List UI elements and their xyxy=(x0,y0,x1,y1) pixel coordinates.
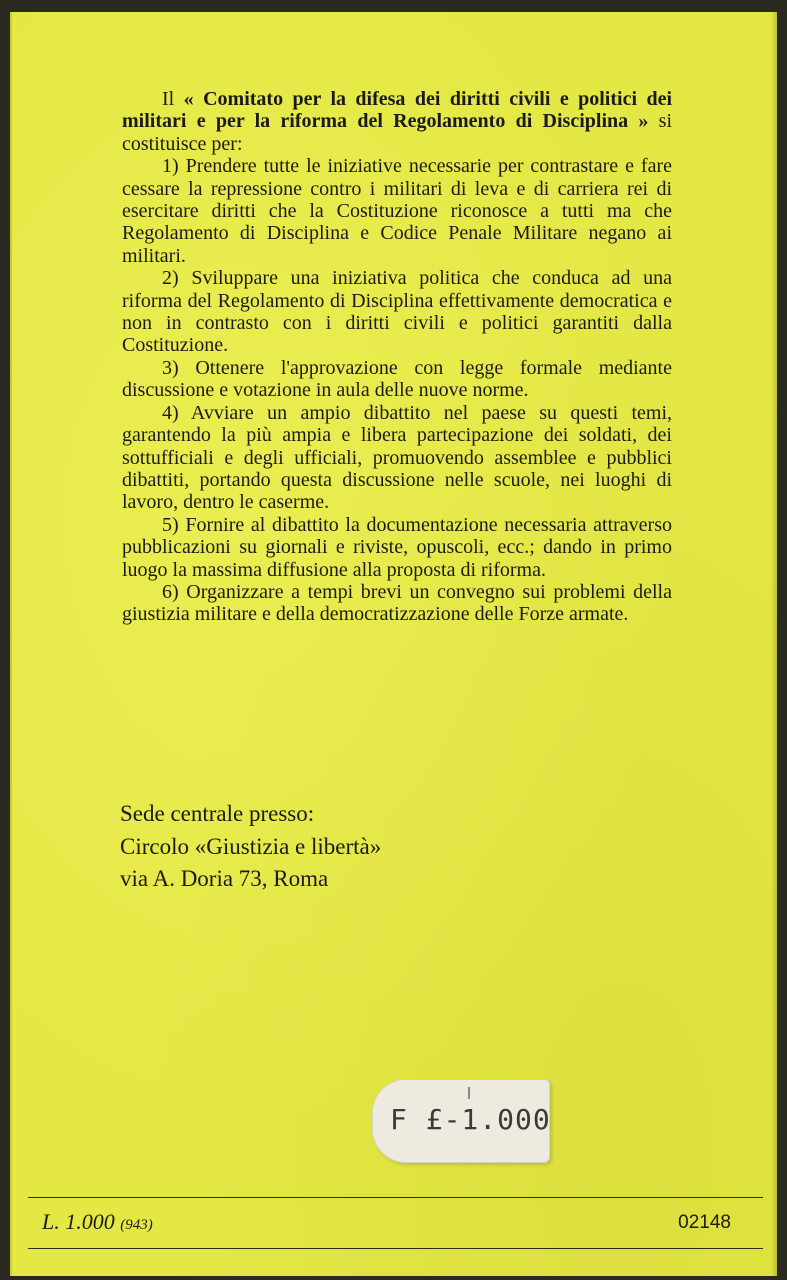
list-item: 3) Ottenere l'approvazione con legge formale mediante discussione e votazione in aula delle nuove norme. xyxy=(122,356,672,402)
list-item: 2) Sviluppare una iniziativa politica che conduca ad una riforma del Regolamento di Disciplina effettivamente democratica e non in contrasto con i diritti civili e politici garantiti dalla Costituzione. xyxy=(122,267,672,357)
sticker-price: F £-1.000 xyxy=(390,1103,551,1136)
list-item: 5) Fornire al dibattito la documentazione necessaria attraverso pubblicazioni su giornali e riviste, opuscoli, ecc.; dando in primo luogo la massima diffusione alla proposta di riforma. xyxy=(122,513,672,581)
intro-suffix: si costituisce per: xyxy=(122,110,672,155)
intro-prefix: Il xyxy=(162,88,184,110)
intro-paragraph xyxy=(122,88,672,155)
address-line: via A. Doria 73, Roma xyxy=(120,866,329,891)
headquarters-address xyxy=(120,798,381,896)
cover-edge-shadow xyxy=(771,12,777,1276)
committee-statement xyxy=(122,88,672,626)
list-item: 1) Prendere tutte le iniziative necessarie per contrastare e fare cessare la repressione contro i militari di leva e di carriera rei di esercitare diritti che la Costituzione riconosce a tutti ma che Regolamento di Disciplina e Codice Penale Militare negano ai militari. xyxy=(122,155,672,267)
address-line: Circolo «Giustizia e libertà» xyxy=(120,833,382,859)
cover-price xyxy=(42,1209,153,1235)
catalog-code: 02148 xyxy=(678,1212,731,1233)
footer-rule-top xyxy=(28,1197,763,1198)
sticker-mark xyxy=(468,1087,470,1099)
price-value: L. 1.000 xyxy=(42,1209,115,1234)
footer-rule-bottom xyxy=(28,1248,763,1249)
list-item: 4) Avviare un ampio dibattito nel paese su questi temi, garantendo la più ampia e libera partecipazione dei soldati, dei sottufficiali e degli ufficiali, promuovendo assemblee e pubblici dibattiti, portando questa discussione nelle scuole, nei luoghi di lavoro, dentro le caserme. xyxy=(122,401,672,514)
address-line: Sede centrale presso: xyxy=(120,801,315,826)
committee-name: « Comitato per la difesa dei diritti civili e politici dei militari e per la riforma del Regolamento di Disciplina » xyxy=(122,88,672,133)
price-note: (943) xyxy=(120,1217,153,1233)
list-item: 6) Organizzare a tempi brevi un convegno sui problemi della giustizia militare e della democratizzazione delle Forze armate. xyxy=(122,580,672,626)
price-sticker xyxy=(372,1079,550,1163)
